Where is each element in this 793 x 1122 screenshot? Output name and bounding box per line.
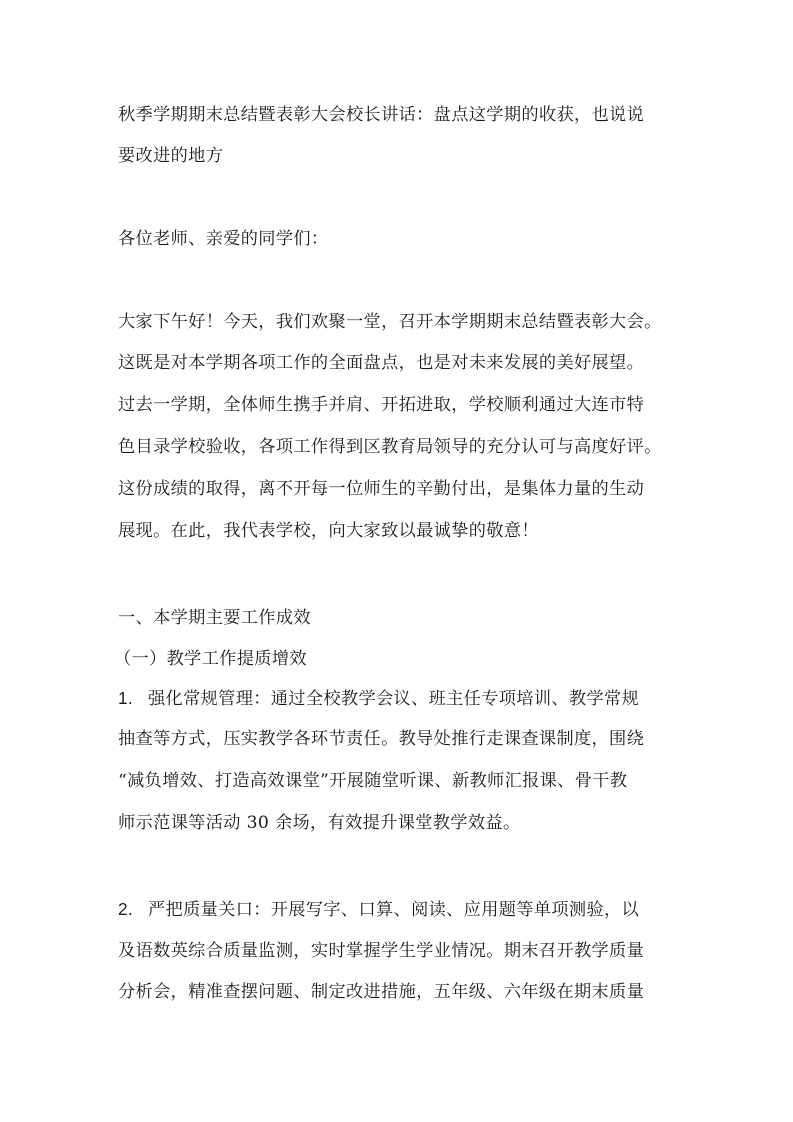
- title-line-1: 秋季学期期末总结暨表彰大会校长讲话：盘点这学期的收获，也说说: [118, 105, 645, 125]
- intro-line-2: 这既是对本学期各项工作的全面盘点，也是对未来发展的美好展望。: [118, 353, 645, 373]
- title-line-2: 要改进的地方: [118, 146, 224, 166]
- greeting: 各位老师、亲爱的同学们：: [118, 229, 329, 249]
- list-item-1-line-1: [118, 686, 639, 711]
- list-item-2-number: 2.: [118, 899, 134, 919]
- intro-line-6: 展现。在此，我代表学校，向大家致以最诚挚的敬意！: [118, 521, 539, 541]
- list-item-1-number: 1.: [118, 688, 134, 708]
- subsection-heading: （一）教学工作提质增效: [114, 649, 307, 669]
- list-item-2-line-1: [118, 897, 639, 922]
- section-heading: 一、本学期主要工作成效: [118, 608, 311, 628]
- intro-line-3: 过去一学期，全体师生携手并肩、开拓进取，学校顺利通过大连市特: [118, 395, 645, 415]
- list-item-1-text: 强化常规管理：通过全校教学会议、班主任专项培训、教学常规: [148, 689, 640, 709]
- list-item-1-line-4: 师示范课等活动 30 余场，有效提升课堂教学效益。: [118, 813, 521, 833]
- list-item-1-line-3: “减负增效、打造高效课堂”开展随堂听课、新教师汇报课、骨干教: [118, 771, 628, 791]
- intro-line-1: 大家下午好！今天，我们欢聚一堂，召开本学期期末总结暨表彰大会。: [118, 312, 662, 332]
- list-item-2-line-3: 分析会，精准查摆问题、制定改进措施，五年级、六年级在期末质量: [118, 982, 645, 1002]
- list-item-2-line-2: 及语数英综合质量监测，实时掌握学生学业情况。期末召开教学质量: [118, 941, 645, 961]
- list-item-1-line-2: 抽查等方式，压实教学各环节责任。教导处推行走课查课制度，围绕: [118, 729, 645, 749]
- intro-line-4: 色目录学校验收，各项工作得到区教育局领导的充分认可与高度好评。: [118, 437, 662, 457]
- list-item-2-text: 严把质量关口：开展写字、口算、阅读、应用题等单项测验，以: [148, 900, 640, 920]
- intro-line-5: 这份成绩的取得，离不开每一位师生的辛勤付出，是集体力量的生动: [118, 479, 645, 499]
